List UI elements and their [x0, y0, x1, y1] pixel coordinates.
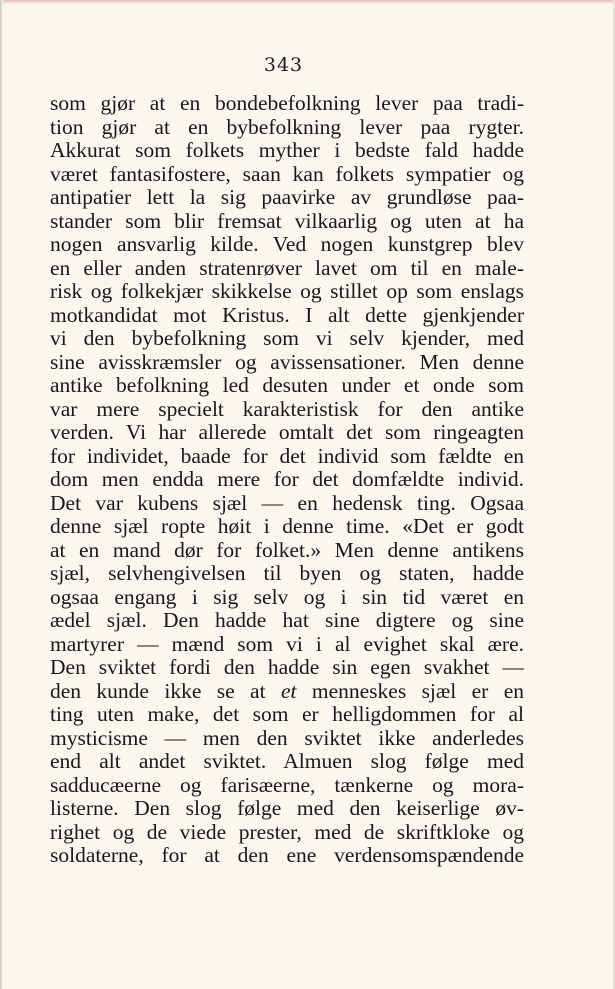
text-line: været fantasifostere, saan kan folkets sympatier og: [50, 161, 524, 186]
text-line: nogen ansvarlig kilde. Ved nogen kunstgrep blev: [50, 232, 524, 256]
text-line: at en mand dør for folket.» Men denne antikens: [50, 537, 524, 562]
italic-word: et: [280, 678, 297, 703]
text-line: soldaterne, for at den ene verdensomspændende: [50, 843, 524, 867]
text-line: antipatier lett la sig paavirke av grundløse paa-: [50, 185, 524, 209]
text-line: Det var kubens sjæl — en hedensk ting. Ogsaa: [50, 490, 524, 515]
text-line: for individet, baade for det individ som fældte en: [50, 443, 524, 468]
text-line: denne sjæl ropte høit i denne time. «Det er godt: [50, 514, 524, 538]
text-line: mysticisme — men den sviktet ikke anderledes: [50, 725, 524, 750]
text-line: Den sviktet fordi den hadde sin egen svakhet —: [50, 655, 524, 679]
page-number: 343: [263, 54, 304, 76]
text-line: listerne. Den slog følge med den keiserlige øv-: [50, 796, 524, 820]
body-text: [50, 92, 524, 868]
text-line: stander som blir fremsat vilkaarlig og uten at ha: [50, 208, 524, 233]
text-line: ogsaa engang i sig selv og i sin tid været en: [50, 584, 524, 609]
text-line: var mere specielt karakteristisk for den antike: [50, 396, 524, 421]
page-top-edge: [0, 0, 615, 4]
text-line: antike befolkning led desuten under et onde som: [50, 373, 524, 397]
text-line: sjæl, selvhengivelsen til byen og staten, hadde: [50, 561, 524, 585]
text-line: motkandidat mot Kristus. I alt dette gjenkjender: [50, 302, 524, 327]
text-line: verden. Vi har allerede omtalt det som ringeagten: [50, 420, 524, 444]
text-segment: den kunde ikke se at: [50, 678, 281, 703]
text-line: vi den bybefolkning som vi selv kjender, med: [50, 326, 524, 350]
text-line-emphasis: [50, 680, 524, 704]
text-line: tion gjør at en bybefolkning lever paa rygter.: [50, 114, 524, 139]
text-line: ædel sjæl. Den hadde hat sine digtere og sine: [50, 608, 524, 632]
text-line: end alt andet sviktet. Almuen slog følge med: [50, 749, 524, 773]
text-line: Akkurat som folkets myther i bedste fald hadde: [50, 138, 524, 162]
text-line: righet og de viede prester, med de skriftkloke og: [50, 819, 524, 844]
text-line: risk og folkekjær skikkelse og stillet op som enslags: [50, 279, 524, 303]
text-line: ting uten make, det som er helligdommen for al: [50, 702, 524, 726]
text-line: martyrer — mænd som vi i al evighet skal ære.: [50, 631, 524, 656]
text-segment: menneskes sjæl er en: [296, 678, 524, 703]
text-line: som gjør at en bondebefolkning lever paa tradi-: [50, 91, 524, 115]
text-line: dom men endda mere for det domfældte individ.: [50, 467, 524, 491]
page-left-edge: [0, 0, 3, 989]
text-line: en eller anden stratenrøver lavet om til en male-: [50, 255, 524, 280]
text-line: sadducæerne og farisæerne, tænkerne og mora-: [50, 772, 524, 797]
text-line: sine avisskræmsler og avissensationer. Men denne: [50, 349, 524, 374]
